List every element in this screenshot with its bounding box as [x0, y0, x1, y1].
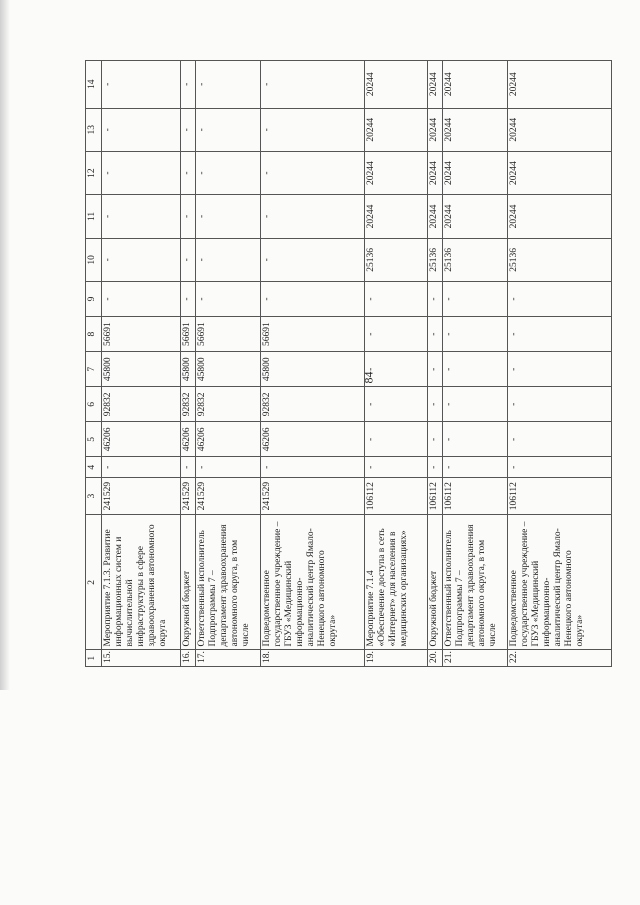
- description-cell: Ответственный исполнитель Подпрограммы 7 – департамент здравоохранения автономного округа, в том числе: [443, 515, 508, 650]
- value-cell: -: [508, 281, 612, 316]
- value-cell: -: [364, 317, 427, 352]
- header-cell: 2: [86, 515, 102, 650]
- header-cell: 6: [86, 387, 102, 422]
- header-cell: 14: [86, 61, 102, 109]
- rotated-table-frame: [85, 60, 612, 667]
- row-number-cell: 15.: [102, 650, 180, 667]
- table-row: [180, 61, 195, 667]
- value-cell: 92832: [102, 387, 180, 422]
- value-cell: 241529: [261, 478, 364, 515]
- value-cell: -: [364, 281, 427, 316]
- value-cell: -: [261, 195, 364, 238]
- value-cell: 45800: [102, 352, 180, 387]
- value-cell: 241529: [180, 478, 195, 515]
- value-cell: 20244: [508, 61, 612, 109]
- value-cell: 20244: [427, 61, 442, 109]
- value-cell: -: [443, 422, 508, 457]
- value-cell: 45800: [195, 352, 260, 387]
- row-number-cell: 17.: [195, 650, 260, 667]
- table-row: [261, 61, 364, 667]
- value-cell: -: [364, 422, 427, 457]
- value-cell: -: [443, 317, 508, 352]
- value-cell: 20244: [364, 61, 427, 109]
- description-cell: Подведомственное государственное учреждение – ГБУЗ «Медицинский информационно-аналитический центр Ямало-Ненецкого автономного округа»: [508, 515, 612, 650]
- value-cell: -: [195, 457, 260, 478]
- header-cell: 12: [86, 151, 102, 194]
- table-row: [364, 61, 427, 667]
- header-cell: 7: [86, 352, 102, 387]
- value-cell: -: [261, 457, 364, 478]
- value-cell: -: [195, 108, 260, 151]
- header-cell: 1: [86, 650, 102, 667]
- value-cell: 25136: [427, 238, 442, 281]
- value-cell: 106112: [443, 478, 508, 515]
- value-cell: -: [427, 317, 442, 352]
- value-cell: 92832: [180, 387, 195, 422]
- value-cell: -: [102, 108, 180, 151]
- description-cell: Окружной бюджет: [180, 515, 195, 650]
- value-cell: -: [427, 422, 442, 457]
- value-cell: -: [261, 281, 364, 316]
- value-cell: 20244: [443, 108, 508, 151]
- value-cell: 241529: [195, 478, 260, 515]
- value-cell: -: [261, 61, 364, 109]
- header-cell: 9: [86, 281, 102, 316]
- value-cell: 20244: [508, 195, 612, 238]
- value-cell: 20244: [427, 195, 442, 238]
- value-cell: -: [443, 352, 508, 387]
- value-cell: -: [180, 195, 195, 238]
- value-cell: -: [102, 238, 180, 281]
- value-cell: -: [427, 352, 442, 387]
- value-cell: -: [180, 238, 195, 281]
- value-cell: 106112: [364, 478, 427, 515]
- header-row: [86, 61, 102, 667]
- description-cell: Мероприятие 7.1.3. Развитие информационных систем и вычислительной инфраструктуры в сфере здравоохранения автономного округа: [102, 515, 180, 650]
- table-row: [195, 61, 260, 667]
- header-cell: 4: [86, 457, 102, 478]
- description-cell: Ответственный исполнитель Подпрограммы 7 – департамент здравоохранения автономного округа, в том числе: [195, 515, 260, 650]
- value-cell: -: [180, 457, 195, 478]
- value-cell: 20244: [364, 151, 427, 194]
- value-cell: -: [364, 457, 427, 478]
- value-cell: 20244: [443, 195, 508, 238]
- value-cell: -: [180, 108, 195, 151]
- value-cell: 92832: [261, 387, 364, 422]
- value-cell: 56691: [180, 317, 195, 352]
- value-cell: 92832: [195, 387, 260, 422]
- value-cell: 241529: [102, 478, 180, 515]
- header-cell: 5: [86, 422, 102, 457]
- value-cell: -: [364, 387, 427, 422]
- value-cell: -: [508, 422, 612, 457]
- value-cell: 45800: [180, 352, 195, 387]
- budget-table-area: [85, 60, 612, 667]
- table-body: [102, 61, 612, 667]
- value-cell: 106112: [427, 478, 442, 515]
- value-cell: -: [195, 61, 260, 109]
- header-cell: 11: [86, 195, 102, 238]
- value-cell: 56691: [102, 317, 180, 352]
- value-cell: 106112: [508, 478, 612, 515]
- description-cell: Мероприятие 7.1.4 «Обеспечение доступа в сеть «Интернет» для населения в медицинских организациях»: [364, 515, 427, 650]
- value-cell: -: [102, 195, 180, 238]
- page-number: 84: [361, 371, 376, 384]
- value-cell: -: [102, 281, 180, 316]
- value-cell: -: [443, 387, 508, 422]
- table-row: [508, 61, 612, 667]
- value-cell: -: [427, 387, 442, 422]
- value-cell: -: [102, 151, 180, 194]
- value-cell: -: [443, 281, 508, 316]
- row-number-cell: 19.: [364, 650, 427, 667]
- value-cell: -: [508, 352, 612, 387]
- table-row: [443, 61, 508, 667]
- value-cell: 56691: [261, 317, 364, 352]
- value-cell: 20244: [508, 108, 612, 151]
- budget-table: [85, 60, 612, 667]
- row-number-cell: 20.: [427, 650, 442, 667]
- value-cell: 25136: [443, 238, 508, 281]
- value-cell: 20244: [364, 195, 427, 238]
- value-cell: -: [180, 151, 195, 194]
- table-row: [102, 61, 180, 667]
- header-cell: 10: [86, 238, 102, 281]
- value-cell: -: [443, 457, 508, 478]
- value-cell: 25136: [364, 238, 427, 281]
- value-cell: 20244: [427, 108, 442, 151]
- value-cell: -: [508, 387, 612, 422]
- value-cell: 20244: [364, 108, 427, 151]
- value-cell: 46206: [180, 422, 195, 457]
- row-number-cell: 22.: [508, 650, 612, 667]
- value-cell: -: [261, 238, 364, 281]
- value-cell: 46206: [195, 422, 260, 457]
- value-cell: 25136: [508, 238, 612, 281]
- value-cell: 20244: [427, 151, 442, 194]
- value-cell: 20244: [443, 61, 508, 109]
- value-cell: -: [195, 195, 260, 238]
- row-number-cell: 16.: [180, 650, 195, 667]
- value-cell: 45800: [261, 352, 364, 387]
- row-number-cell: 21.: [443, 650, 508, 667]
- description-cell: Окружной бюджет: [427, 515, 442, 650]
- value-cell: -: [427, 457, 442, 478]
- value-cell: -: [195, 281, 260, 316]
- table-row: [427, 61, 442, 667]
- value-cell: -: [508, 457, 612, 478]
- header-cell: 8: [86, 317, 102, 352]
- row-number-cell: 18.: [261, 650, 364, 667]
- header-cell: 13: [86, 108, 102, 151]
- value-cell: -: [180, 61, 195, 109]
- value-cell: 46206: [102, 422, 180, 457]
- value-cell: 20244: [443, 151, 508, 194]
- value-cell: -: [195, 238, 260, 281]
- value-cell: -: [427, 281, 442, 316]
- value-cell: -: [102, 61, 180, 109]
- value-cell: -: [195, 151, 260, 194]
- value-cell: 46206: [261, 422, 364, 457]
- value-cell: 56691: [195, 317, 260, 352]
- header-cell: 3: [86, 478, 102, 515]
- value-cell: -: [508, 317, 612, 352]
- value-cell: -: [261, 151, 364, 194]
- value-cell: -: [364, 352, 427, 387]
- description-cell: Подведомственное государственное учреждение – ГБУЗ «Медицинский информационно-аналитический центр Ямало-Ненецкого автономного округа»: [261, 515, 364, 650]
- value-cell: -: [102, 457, 180, 478]
- value-cell: 20244: [508, 151, 612, 194]
- value-cell: -: [180, 281, 195, 316]
- page-edge-shadow: [0, 0, 10, 690]
- value-cell: -: [261, 108, 364, 151]
